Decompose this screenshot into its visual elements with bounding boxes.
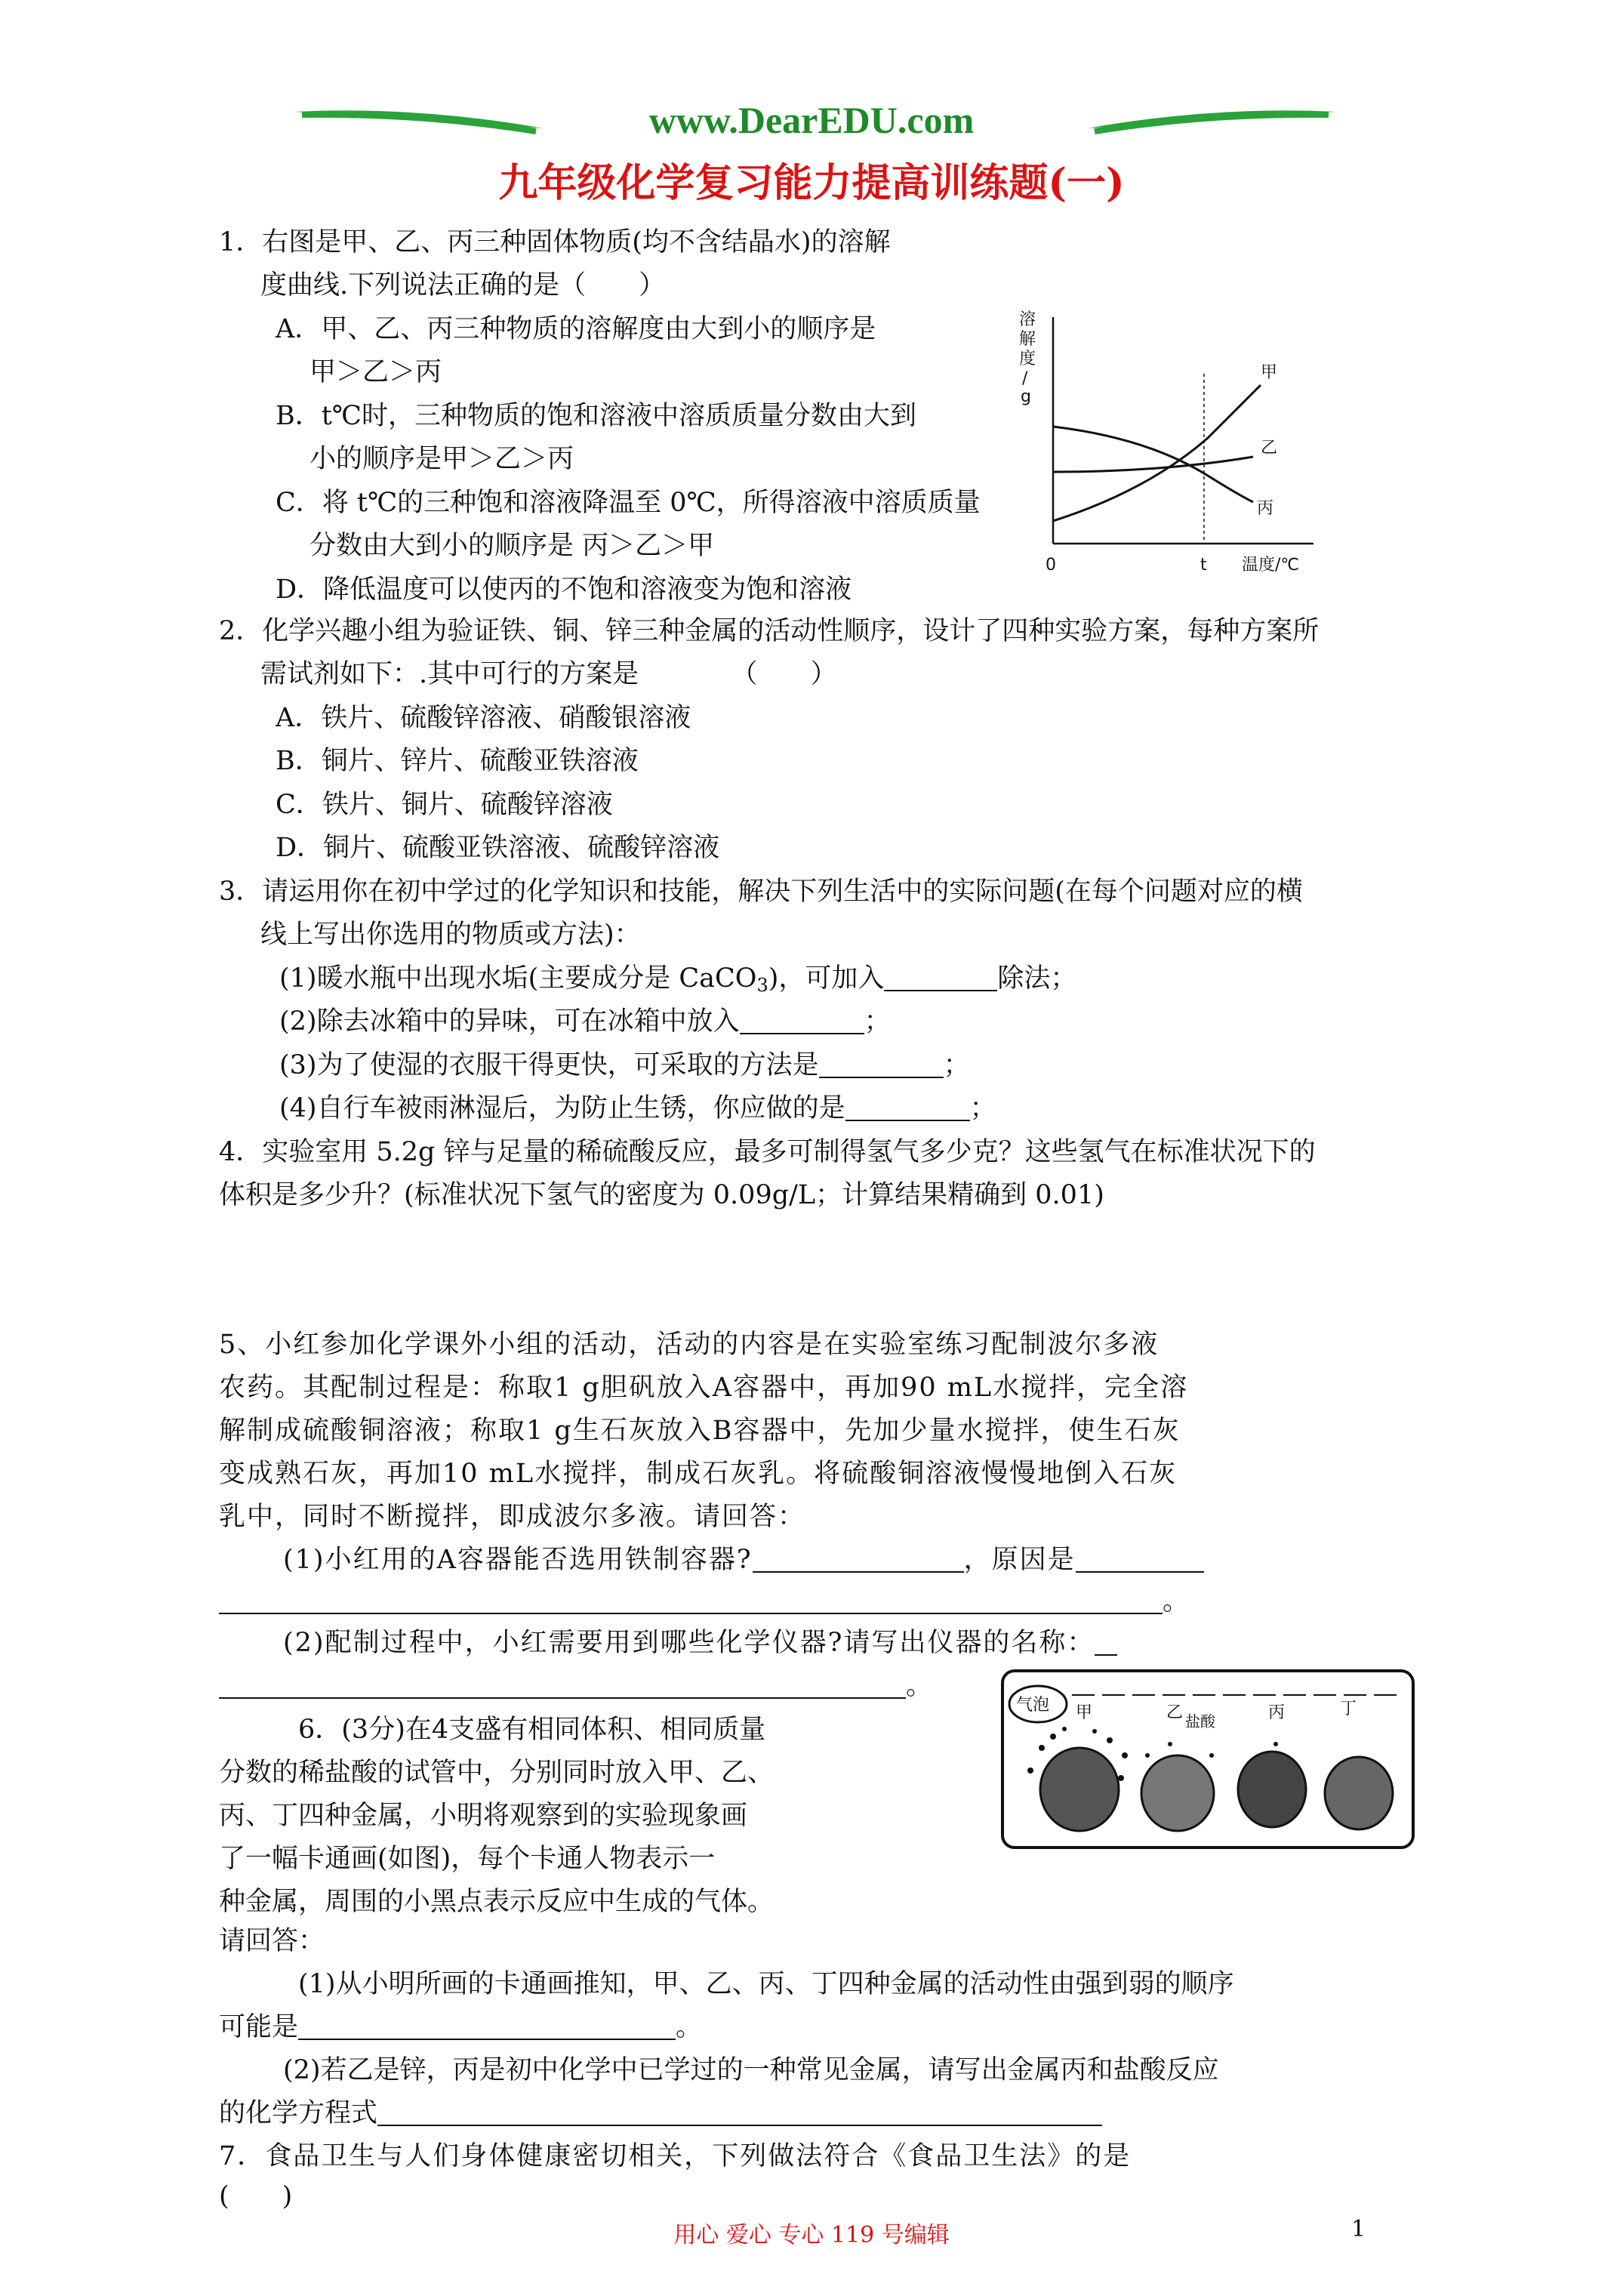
label-yi: 乙 (1261, 439, 1278, 458)
q1-option-c-2: 分数由大到小的顺序是 丙＞乙＞甲 (310, 531, 715, 561)
q6-part-2-line-2 (219, 2097, 1102, 2129)
q7-line-1: 7．食品卫生与人们身体健康密切相关，下列做法符合《食品卫生法》的是 (219, 2141, 1132, 2171)
q4-line-2: 体积是多少升？(标准状况下氢气的密度为 0.09g/L；计算结果精确到 0.01) (219, 1180, 1104, 1210)
chart-ylabel-5: g (1021, 387, 1031, 406)
q5-answer-blank-3[interactable] (219, 1586, 1163, 1614)
q6-part-1-line-1: (1)从小明所画的卡通画推知，甲、乙、丙、丁四种金属的活动性由强到弱的顺序 (298, 1969, 1234, 1999)
q5-line-4: 变成熟石灰，再加10 mL水搅拌，制成石灰乳。将硫酸铜溶液慢慢地倒入石灰 (219, 1459, 1178, 1489)
q3-part-1-text-b: )，可加入 (768, 963, 885, 994)
q3-line-2: 线上写出你选用的物质或方法)： (260, 920, 641, 950)
q3-part-4-end: ； (969, 1093, 996, 1123)
chart-ylabel-3: 度 (1019, 350, 1036, 368)
cartoon-bubble-label: 气泡 (1016, 1696, 1050, 1715)
q6-answer-blank-2[interactable] (377, 2097, 1102, 2126)
q5-part-1-text: (1)小红用的A容器能否选用铁制容器? (283, 1545, 753, 1575)
q3-answer-blank-4[interactable] (845, 1093, 970, 1121)
q2-option-d: D．铜片、硫酸亚铁溶液、硫酸锌溶液 (276, 833, 720, 863)
chart-t-label: t (1200, 556, 1207, 575)
q1-option-b-1: B．t℃时，三种物质的饱和溶液中溶质质量分数由大到 (276, 401, 916, 431)
chart-xlabel: 温度/℃ (1242, 556, 1300, 575)
q6-line-4: 了一幅卡通画(如图)，每个卡通人物表示一 (219, 1844, 716, 1874)
q5-line-5: 乳中，同时不断搅拌，即成波尔多液。请回答： (219, 1502, 806, 1532)
q2-option-a: A．铁片、硫酸锌溶液、硝酸银溶液 (276, 703, 691, 733)
q3-part-2-text: (2)除去冰箱中的异味，可在冰箱中放入 (279, 1006, 740, 1037)
q3-part-4-text: (4)自行车被雨淋湿后，为防止生锈，你应做的是 (279, 1093, 845, 1123)
chart-origin: 0 (1046, 556, 1056, 575)
page-footer: 用心 爱心 专心 119 号编辑 (673, 2222, 950, 2248)
q5-answer-blank-1[interactable] (753, 1544, 964, 1573)
q3-part-1-text-a: (1)暖水瓶中出现水垢(主要成分是 CaCO (279, 963, 757, 994)
q6-part-2-lead: 的化学方程式 (219, 2098, 378, 2128)
q3-part-2-end: ； (864, 1006, 891, 1037)
site-url: www.DearEDU.com (648, 99, 975, 141)
q5-line-3: 解制成硫酸铜溶液；称取1 g生石灰放入B容器中，先加少量水搅拌，使生石灰 (219, 1416, 1181, 1446)
q6-line-5: 种金属，周围的小黑点表示反应中生成的气体。 (219, 1887, 775, 1917)
q5-part-1 (283, 1544, 1204, 1576)
q5-line-1: 5、小红参加化学课外小组的活动，活动的内容是在实验室练习配制波尔多液 (219, 1330, 1160, 1360)
cartoon-metal-jia (1040, 1748, 1119, 1831)
q5-answer-blank-2[interactable] (1076, 1544, 1204, 1573)
q6-part-1-end: 。 (676, 2012, 703, 2042)
solubility-curve-chart (1012, 302, 1329, 581)
q3-line-1: 3．请运用你在初中学过的化学知识和技能，解决下列生活中的实际问题(在每个问题对应的横 (219, 877, 1303, 907)
chart-ylabel-4: / (1022, 369, 1028, 388)
q6-line-1: 6．(3分)在4支盛有相同体积、相同质量 (298, 1715, 766, 1745)
cartoon-label-yi: 乙 (1166, 1703, 1184, 1722)
q3-part-3-end: ； (943, 1050, 970, 1080)
q6-part-2-line-1: (2)若乙是锌，丙是初中化学中已学过的一种常见金属，请写出金属丙和盐酸反应 (283, 2055, 1219, 2085)
chart-ylabel-1: 溶 (1019, 310, 1036, 329)
q6-line-6: 请回答： (219, 1926, 325, 1956)
q6-part-1-line-2 (219, 2011, 702, 2043)
q7-line-2: ( ) (219, 2181, 293, 2211)
q5-answer-blank-5[interactable] (219, 1670, 906, 1699)
q3-part-1 (279, 963, 1076, 997)
q5-part-2 (283, 1627, 1117, 1659)
cartoon-label-acid: 盐酸 (1185, 1712, 1215, 1730)
q5-part-1-reason: ，原因是 (963, 1545, 1076, 1575)
q6-line-3: 丙、丁四种金属，小明将观察到的实验现象画 (219, 1801, 748, 1831)
q3-part-4 (279, 1093, 996, 1124)
q3-answer-blank-1[interactable] (884, 963, 997, 991)
q1-option-c-1: C．将 t℃的三种饱和溶液降温至 0℃，所得溶液中溶质质量 (276, 488, 981, 518)
curve-bing (1053, 427, 1253, 502)
cartoon-label-bing: 丙 (1268, 1703, 1286, 1722)
curve-yi (1053, 457, 1253, 472)
q5-part-2-text: (2)配制过程中，小红需要用到哪些化学仪器?请写出仪器的名称： (283, 1628, 1095, 1658)
q5-part-1-continued (219, 1586, 1189, 1617)
q6-line-2: 分数的稀盐酸的试管中，分别同时放入甲、乙、 (219, 1758, 775, 1788)
q1-option-d: D．降低温度可以使丙的不饱和溶液变为饱和溶液 (276, 575, 852, 605)
q2-line-2: 需试剂如下：.其中可行的方案是 （ ） (260, 659, 837, 689)
q6-part-1-lead: 可能是 (219, 2012, 299, 2042)
q3-part-2 (279, 1006, 891, 1037)
metals-in-acid-cartoon (996, 1665, 1419, 1854)
cartoon-metal-ding (1325, 1757, 1393, 1829)
cartoon-label-ding: 丁 (1340, 1700, 1357, 1718)
q4-answer-space[interactable] (219, 1223, 1412, 1306)
label-bing: 丙 (1257, 499, 1274, 518)
q4-line-1: 4．实验室用 5.2g 锌与足量的稀硫酸反应，最多可制得氢气多少克？这些氢气在标准状况下的 (219, 1137, 1316, 1167)
chart-ylabel-2: 解 (1019, 330, 1036, 349)
q5-answer-blank-4[interactable] (1095, 1627, 1117, 1656)
cartoon-label-jia: 甲 (1076, 1703, 1093, 1722)
label-jia: 甲 (1261, 363, 1278, 382)
q1-option-a-1: A．甲、乙、丙三种物质的溶解度由大到小的顺序是 (276, 314, 876, 344)
q5-part-2-end: 。 (906, 1671, 933, 1701)
q5-line-2: 农药。其配制过程是：称取1 g胆矾放入A容器中，再加90 mL水搅拌，完全溶 (219, 1373, 1189, 1403)
q3-part-3-text: (3)为了使湿的衣服干得更快，可采取的方法是 (279, 1050, 819, 1080)
q3-part-1-subscript: 3 (756, 975, 768, 996)
page-number: 1 (1351, 2216, 1366, 2242)
q5-part-1-end: 。 (1163, 1586, 1190, 1616)
q1-option-b-2: 小的顺序是甲＞乙＞丙 (310, 444, 574, 474)
q3-answer-blank-2[interactable] (740, 1006, 864, 1034)
cartoon-metal-bing (1238, 1752, 1306, 1827)
curve-jia (1053, 385, 1261, 521)
q3-part-1-text-c: 除法； (997, 963, 1077, 994)
q3-answer-blank-3[interactable] (819, 1049, 944, 1078)
q3-part-3 (279, 1049, 970, 1081)
q2-option-b: B．铜片、锌片、硫酸亚铁溶液 (276, 746, 639, 776)
q2-line-1: 2．化学兴趣小组为验证铁、铜、锌三种金属的活动性顺序，设计了四种实验方案，每种方案所 (219, 616, 1320, 646)
q2-option-c: C．铁片、铜片、硫酸锌溶液 (276, 790, 613, 820)
cartoon-metal-yi (1141, 1755, 1214, 1831)
q5-part-2-continued (219, 1670, 932, 1702)
q1-line-2: 度曲线.下列说法正确的是（ ） (260, 270, 666, 300)
q1-option-a-2: 甲＞乙＞丙 (310, 357, 442, 387)
document-title: 九年级化学复习能力提高训练题(一) (498, 160, 1125, 206)
q6-answer-blank-1[interactable] (298, 2011, 676, 2040)
q1-line-1: 1．右图是甲、乙、丙三种固体物质(均不含结晶水)的溶解 (219, 227, 891, 257)
